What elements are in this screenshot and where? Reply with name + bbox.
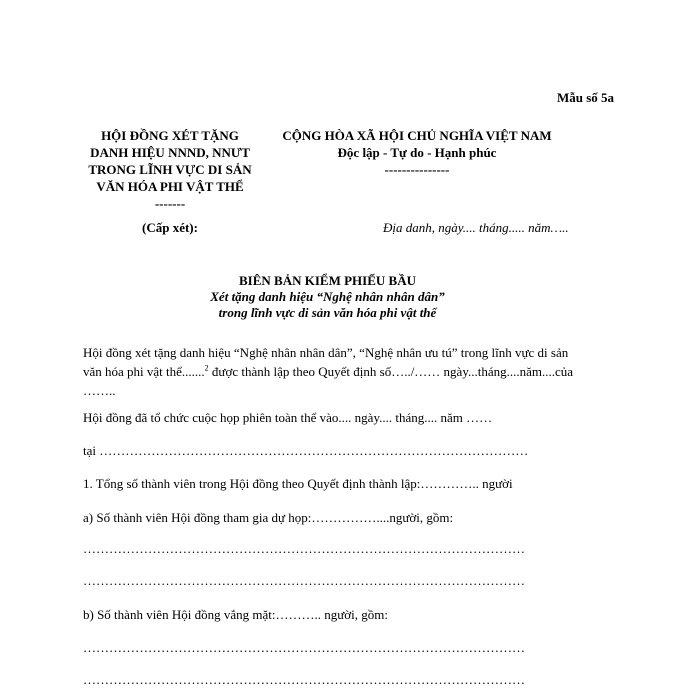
country-name: CỘNG HÒA XÃ HỘI CHỦ NGHĨA VIỆT NAM xyxy=(282,128,552,143)
council-header-line: HỘI ĐỒNG XÉT TẶNG xyxy=(101,128,239,143)
intro-line: Hội đồng xét tặng danh hiệu “Nghệ nhân nhân dân”, “Nghệ nhân ưu tú” trong lĩnh vực di sản xyxy=(83,345,569,360)
council-header-line: TRONG LĨNH VỰC DI SẢN xyxy=(88,162,252,177)
council-header-line: VĂN HÓA PHI VẬT THỂ xyxy=(96,179,244,194)
absent-members-line: b) Số thành viên Hội đồng vắng mặt:……….. người, gồm: xyxy=(83,607,388,622)
intro-paragraph xyxy=(83,343,573,400)
document-subtitle: Xét tặng danh hiệu “Nghệ nhân nhân dân” xyxy=(210,289,445,304)
council-header-line: DANH HIỆU NNND, NNƯT xyxy=(90,145,250,160)
council-header xyxy=(80,127,260,212)
meeting-place-line: tại ……………………………………………………………………………………… xyxy=(83,443,529,458)
fill-in-dots: ………………………………………………………………………………………… xyxy=(83,672,525,687)
footnote-marker: 2 xyxy=(204,363,209,373)
council-header-divider: ------- xyxy=(154,196,186,211)
total-members-line: 1. Tổng số thành viên trong Hội đồng theo Quyết định thành lập:………….. người xyxy=(83,476,513,491)
form-number: Mẫu số 5a xyxy=(557,90,615,105)
fill-in-dots: ………………………………………………………………………………………… xyxy=(83,573,525,588)
national-divider: --------------- xyxy=(384,162,450,177)
fill-in-dots: ………………………………………………………………………………………… xyxy=(83,541,525,556)
place-date: Địa danh, ngày.... tháng..... năm….. xyxy=(383,220,569,235)
fill-in-dots: ………………………………………………………………………………………… xyxy=(83,640,525,655)
intro-line xyxy=(83,362,573,381)
national-header xyxy=(270,127,564,178)
document-subtitle: trong lĩnh vực di sản văn hóa phi vật thể xyxy=(218,305,437,320)
attending-members-line: a) Số thành viên Hội đồng tham gia dự họp:……………....người, gồm: xyxy=(83,510,454,525)
meeting-date-line: Hội đồng đã tổ chức cuộc họp phiên toàn thể vào.... ngày.... tháng.... năm …… xyxy=(83,410,493,425)
intro-text: được thành lập theo Quyết định số…../…… ngày...tháng....năm....của xyxy=(208,364,574,379)
review-level: (Cấp xét): xyxy=(142,220,198,235)
intro-text: văn hóa phi vật thể....... xyxy=(83,364,205,379)
intro-line: …….. xyxy=(83,383,116,398)
document-title-block xyxy=(80,273,575,321)
document-title: BIÊN BẢN KIỂM PHIẾU BẦU xyxy=(239,273,416,288)
national-motto: Độc lập - Tự do - Hạnh phúc xyxy=(337,145,497,160)
